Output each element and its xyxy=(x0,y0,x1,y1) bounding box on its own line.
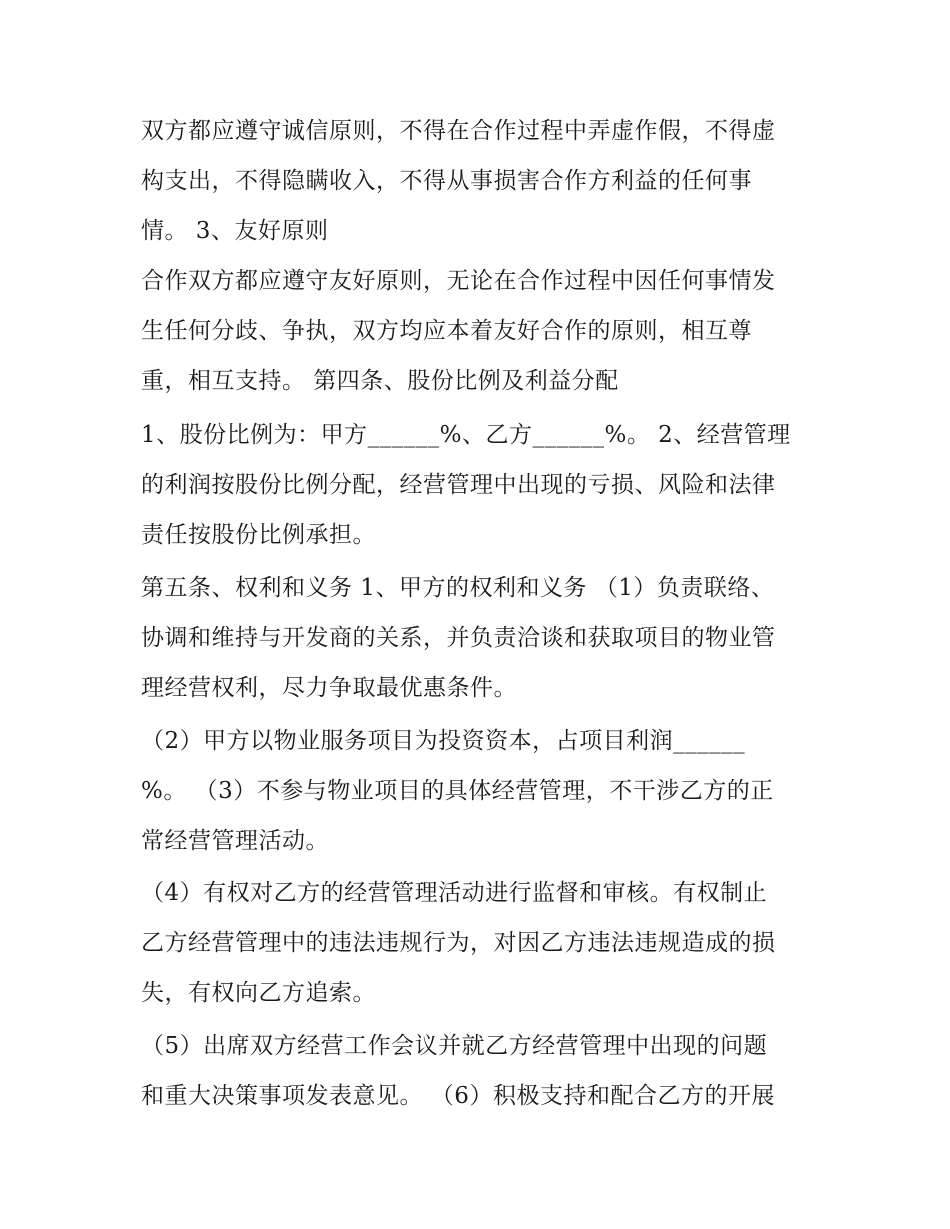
paragraph-line: 双方都应遵守诚信原则，不得在合作过程中弄虚作假，不得虚 xyxy=(141,118,776,144)
paragraph-line: （5）出席双方经营工作会议并就乙方经营管理中出现的问题 xyxy=(141,1033,768,1059)
paragraph-line: 常经营管理活动。 xyxy=(141,828,329,854)
paragraph-line: 的利润按股份比例分配，经营管理中出现的亏损、风险和法律 xyxy=(141,472,776,498)
paragraph-line: 和重大决策事项发表意见。 （6）积极支持和配合乙方的开展 xyxy=(141,1083,775,1109)
paragraph-line: 失，有权向乙方追索。 xyxy=(141,980,376,1006)
paragraph-line: 协调和维持与开发商的关系，并负责洽谈和获取项目的物业管 xyxy=(141,625,776,651)
paragraph-line: 生任何分歧、争执，双方均应本着友好合作的原则，相互尊 xyxy=(141,318,752,344)
paragraph-line: 责任按股份比例承担。 xyxy=(141,522,376,548)
paragraph-line: 第五条、权利和义务 1、甲方的权利和义务 （1）负责联络、 xyxy=(141,575,775,601)
paragraph-line: （2）甲方以物业服务项目为投资资本，占项目利润______ xyxy=(141,728,746,754)
paragraph-line: 乙方经营管理中的违法违规行为，对因乙方违法违规造成的损 xyxy=(141,930,776,956)
paragraph-line: 重，相互支持。 第四条、股份比例及利益分配 xyxy=(141,368,619,394)
paragraph-line: 理经营权利，尽力争取最优惠条件。 xyxy=(141,675,517,701)
paragraph-line: 构支出，不得隐瞒收入，不得从事损害合作方利益的任何事 xyxy=(141,168,752,194)
paragraph-line: （4）有权对乙方的经营管理活动进行监督和审核。有权制止 xyxy=(141,880,768,906)
paragraph-line: 情。 3、友好原则 xyxy=(141,218,329,244)
paragraph-line: 合作双方都应遵守友好原则，无论在合作过程中因任何事情发 xyxy=(141,268,776,294)
paragraph-line: 1、股份比例为：甲方______%、乙方______%。 2、经营管理 xyxy=(141,422,791,448)
paragraph-line: %。 （3）不参与物业项目的具体经营管理，不干涉乙方的正 xyxy=(141,778,774,804)
